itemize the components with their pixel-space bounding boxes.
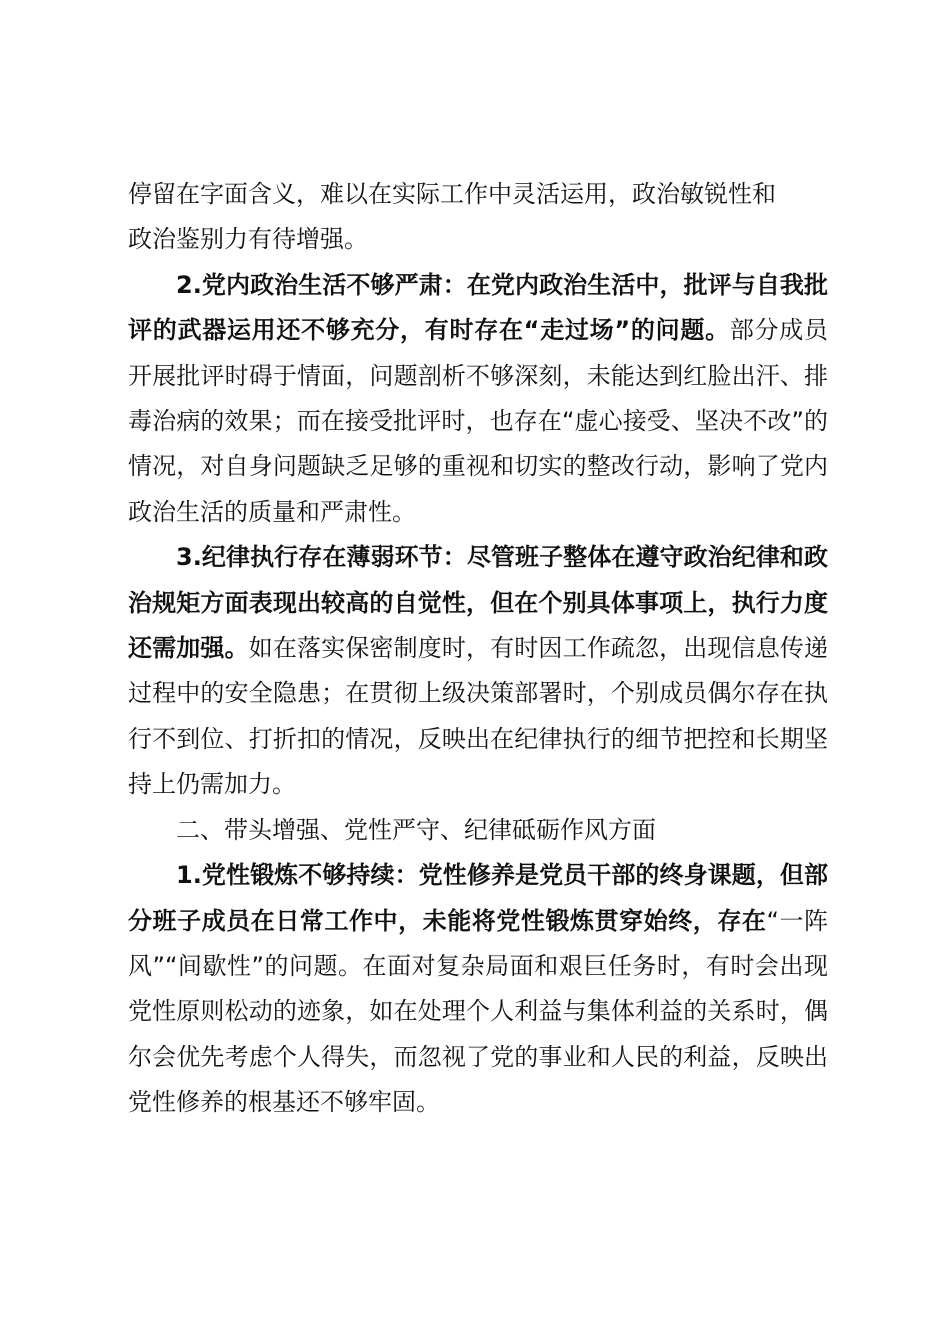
document-body (128, 172, 828, 1126)
text-line: 停留在字面含义，难以在实际工作中灵活运用，政治敏锐性和 (128, 180, 776, 208)
paragraph-party-spirit (128, 853, 828, 1125)
paragraph-discipline (128, 535, 828, 807)
paragraph-party-life (128, 263, 828, 535)
paragraph-continued (128, 172, 828, 263)
text-line: 政治鉴别力有待增强。 (128, 225, 368, 254)
body-text: “一阵风”“间歇性”的问题。在面对复杂局面和艰巨任务时，有时会出现党性原则松动的迹象，如在处理个人利益与集体利益的关系时，偶尔会优先考虑个人得失，而忽视了党的事业和人民的利益，反映出党性修养的根基还不够牢固。 (128, 906, 828, 1117)
section-heading: 二、带头增强、党性严守、纪律砥砺作风方面 (176, 815, 656, 844)
bold-lead: 3.纪律执行存在薄弱环节：尽管班子整体在遵守政治纪律和政治规矩方面表现出较高的自觉性，但在个别具体事项上，执行力度还需加强。 (128, 543, 828, 663)
body-text: 部分成员开展批评时碍于情面，问题剖析不够深刻，未能达到红脸出汗、排毒治病的效果；而在接受批评时，也存在“虚心接受、坚决不改”的情况，对自身问题缺乏足够的重视和切实的整改行动，影响了党内政治生活的质量和严肃性。 (128, 316, 829, 526)
body-text: 如在落实保密制度时，有时因工作疏忽，出现信息传递过程中的安全隐患；在贯彻上级决策部署时，个别成员偶尔存在执行不到位、打折扣的情况，反映出在纪律执行的细节把控和长期坚持上仍需加力。 (128, 634, 829, 799)
bold-lead: 2.党内政治生活不够严肃：在党内政治生活中，批评与自我批评的武器运用还不够充分，有时存在“走过场”的问题。 (128, 270, 828, 345)
bold-lead: 1.党性锻炼不够持续：党性修养是党员干部的终身课题，但部分班子成员在日常工作中，未能将党性锻炼贯穿始终，存在 (128, 861, 828, 935)
